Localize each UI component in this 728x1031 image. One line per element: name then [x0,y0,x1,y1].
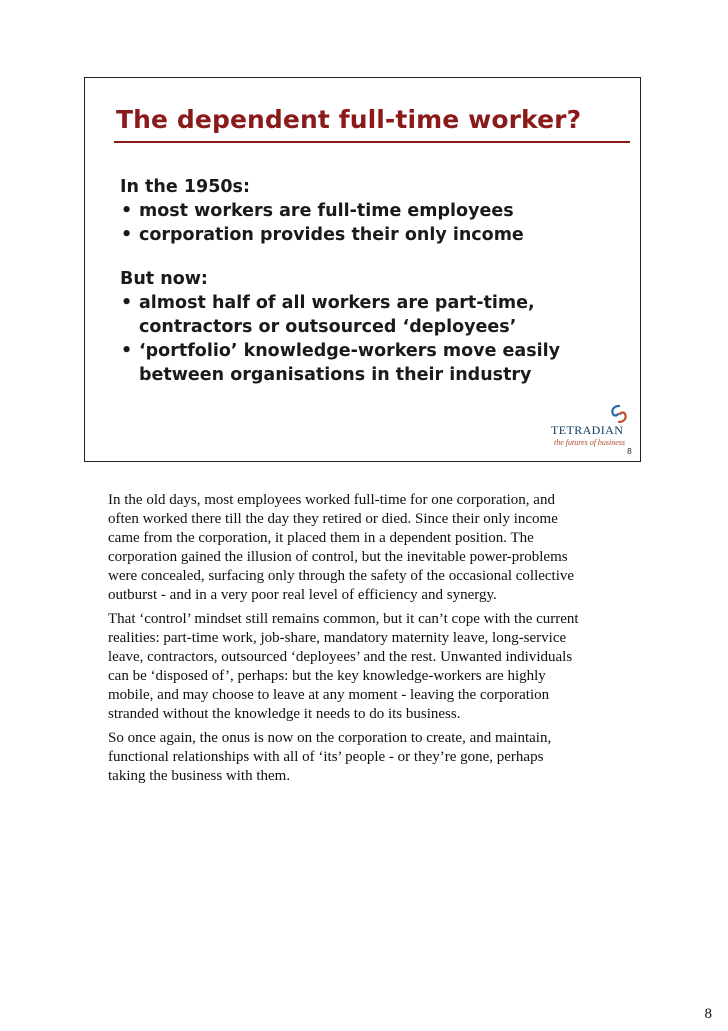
bullet-text-line: between organisations in their industry [139,365,532,385]
notes-line: So once again, the onus is now on the corporation to create, and maintain, [108,730,552,746]
notes-line: were concealed, surfacing only through the safety of the occasional collective [108,568,575,584]
notes-line: taking the business with them. [108,768,291,784]
bullet-text-line: almost half of all workers are part-time, [139,293,535,313]
notes-line: leave, contractors, outsourced ‘deployees’ and the rest. Unwanted individuals [108,649,573,665]
notes-paragraph [108,491,628,605]
bullet-item [120,223,630,247]
slide-title: The dependent full-time worker? [116,105,582,134]
bullet-list-now [120,291,630,387]
notes-paragraph [108,610,628,724]
notes-line: can be ‘disposed of’, perhaps: but the key knowledge-workers are highly [108,668,546,684]
bullet-dot: • [121,201,133,221]
page-number: 8 [704,1006,712,1022]
notes-line: often worked there till the day they retired or died. Since their only income [108,511,558,527]
notes-line: functional relationships with all of ‘its’ people - or they’re gone, perhaps [108,749,544,765]
logo-tagline: the futures of business [554,438,626,447]
notes-line: outburst - and in a very poor real level of efficiency and synergy. [108,587,497,603]
bullet-text-line: contractors or outsourced ‘deployees’ [139,317,517,337]
bullet-dot: • [121,341,133,361]
slide-number: 8 [626,447,632,456]
notes-line: stranded without the knowledge it needs to do its business. [108,706,461,722]
section-heading-1950s: In the 1950s: [120,177,250,197]
section-gap [120,257,630,267]
bullet-text: corporation provides their only income [139,225,524,245]
bullet-dot: • [121,225,133,245]
bullet-item [120,199,630,223]
bullet-dot: • [121,293,133,313]
notes-line: realities: part-time work, job-share, mandatory maternity leave, long-service [108,630,567,646]
bullet-item [120,291,630,339]
notes-paragraph [108,729,628,786]
bullet-item [120,339,630,387]
notes-line: In the old days, most employees worked full-time for one corporation, and [108,492,555,508]
notes-line: That ‘control’ mindset still remains common, but it can’t cope with the current [108,611,579,627]
bullet-list-1950s [120,199,630,247]
notes-line: came from the corporation, it placed them in a dependent position. The [108,530,534,546]
logo-name: TETRADIAN [551,423,624,437]
notes-line: mobile, and may choose to leave at any moment - leaving the corporation [108,687,550,703]
tetradian-logo [551,404,635,446]
tetradian-swirl-icon [608,404,630,424]
bullet-text: most workers are full-time employees [139,201,514,221]
bullet-text-line: ‘portfolio’ knowledge-workers move easily [139,341,561,361]
slide-thumbnail [84,77,641,462]
speaker-notes [108,491,628,791]
title-rule [114,141,630,143]
notes-line: corporation gained the illusion of control, but the inevitable power-problems [108,549,568,565]
slide-body [120,175,630,397]
section-heading-now: But now: [120,269,208,289]
